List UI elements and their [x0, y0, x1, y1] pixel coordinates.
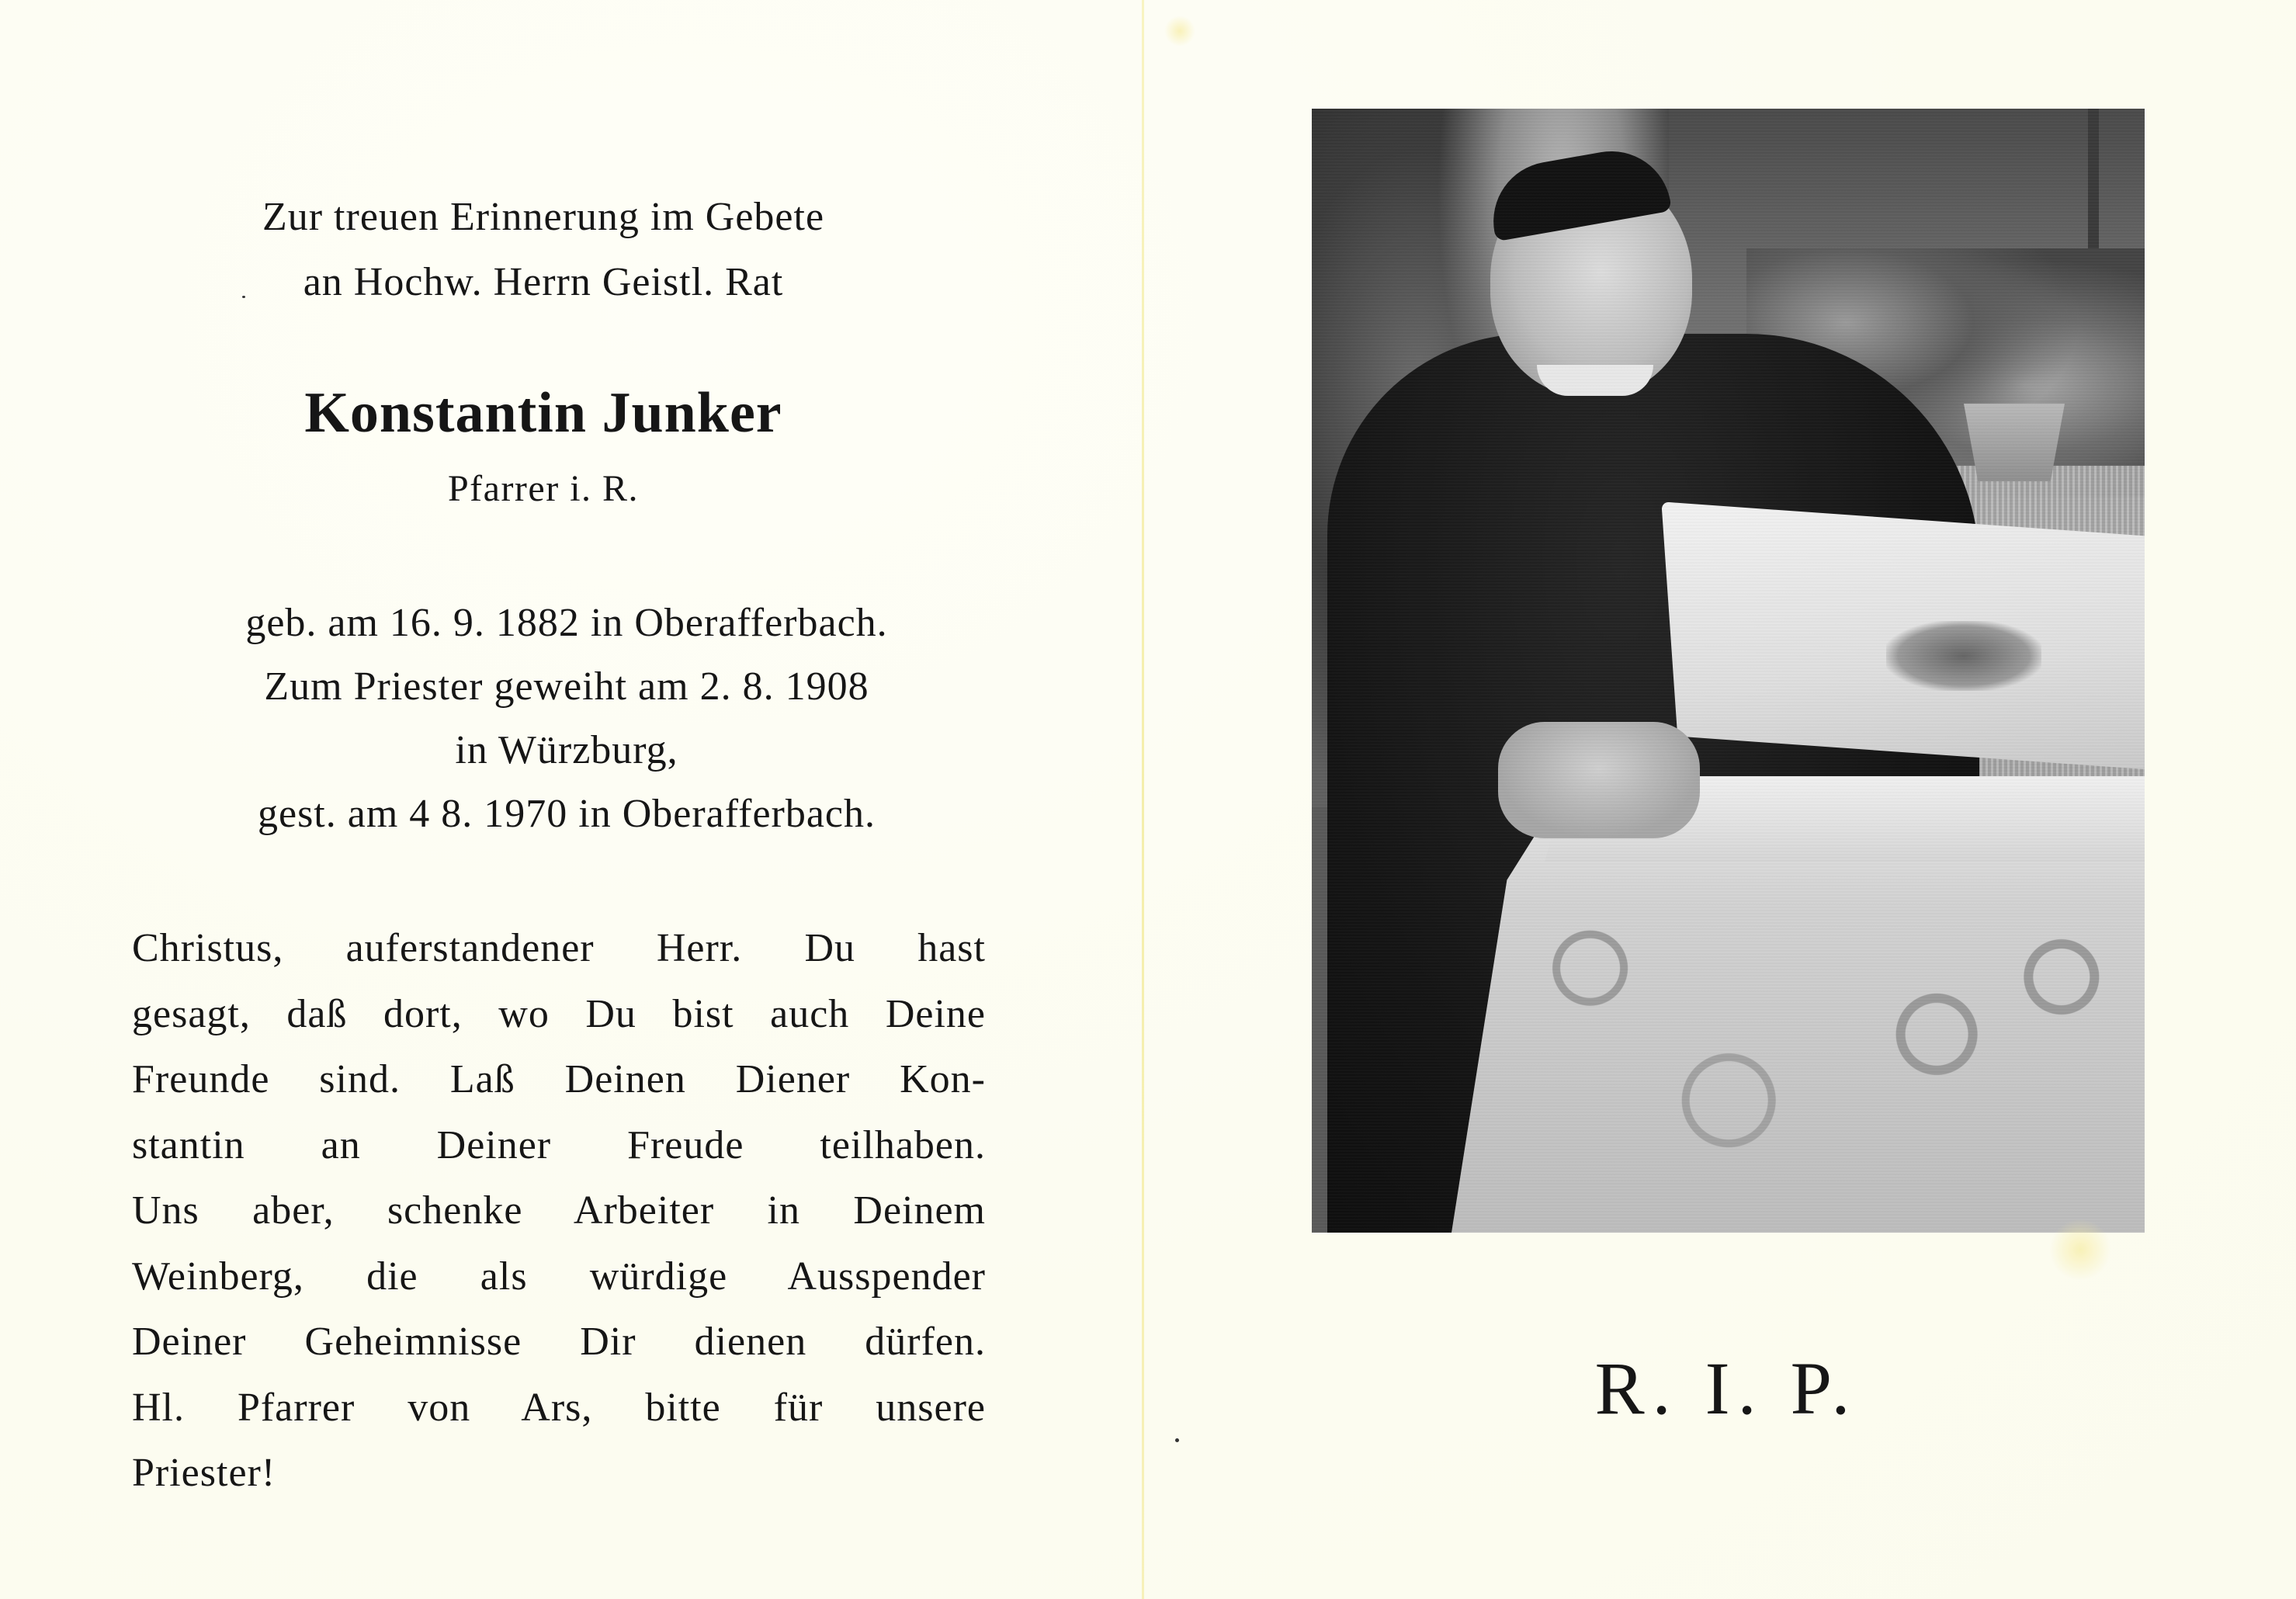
- prayer-line: Deiner Geheimnisse Dir dienen dürfen.: [132, 1320, 986, 1364]
- paper-speck: [242, 296, 245, 298]
- prayer-line: Christus, auferstandener Herr. Du hast: [132, 926, 986, 970]
- rip-text: R. I. P.: [1594, 1347, 1858, 1430]
- photo-newspaper-image: [1886, 621, 2041, 691]
- birth-line: geb. am 16. 9. 1882 in Oberafferbach.: [245, 601, 888, 645]
- prayer-line: Freunde sind. Laß Deinen Diener Kon-: [132, 1057, 986, 1101]
- photo-collar: [1537, 365, 1653, 396]
- paper-stain: [2049, 1219, 2111, 1281]
- deceased-title: Pfarrer i. R.: [447, 468, 640, 509]
- life-dates: [140, 591, 994, 846]
- intro-line-1: Zur treuen Erinnerung im Gebete: [262, 195, 825, 239]
- photo-hands: [1498, 722, 1700, 838]
- paper-speck: [1175, 1438, 1179, 1442]
- death-line: gest. am 4 8. 1970 in Oberafferbach.: [257, 792, 876, 836]
- right-panel: [1144, 0, 2296, 1599]
- left-panel: [0, 0, 1142, 1599]
- deceased-name: Konstantin Junker: [304, 381, 782, 445]
- ordination-place-line: in Würzburg,: [455, 728, 678, 772]
- prayer-line: Uns aber, schenke Arbeiter in Deinem: [132, 1188, 986, 1233]
- ordination-line: Zum Priester geweiht am 2. 8. 1908: [264, 664, 869, 709]
- paper-stain: [1164, 16, 1195, 47]
- prayer-line: stantin an Deiner Freude teilhaben.: [132, 1122, 986, 1167]
- prayer-line: Weinberg, die als würdige Ausspender: [132, 1254, 986, 1299]
- intro-line-2: an Hochw. Herrn Geistl. Rat: [303, 260, 784, 304]
- prayer-line: gesagt, daß dort, wo Du bist auch Deine: [132, 991, 986, 1036]
- prayer-text: [132, 916, 986, 1507]
- portrait-photo: [1312, 109, 2145, 1233]
- prayer-line: Priester!: [132, 1451, 276, 1495]
- prayer-line: Hl. Pfarrer von Ars, bitte für unsere: [132, 1385, 986, 1430]
- photo-flower-pot: [1964, 404, 2065, 481]
